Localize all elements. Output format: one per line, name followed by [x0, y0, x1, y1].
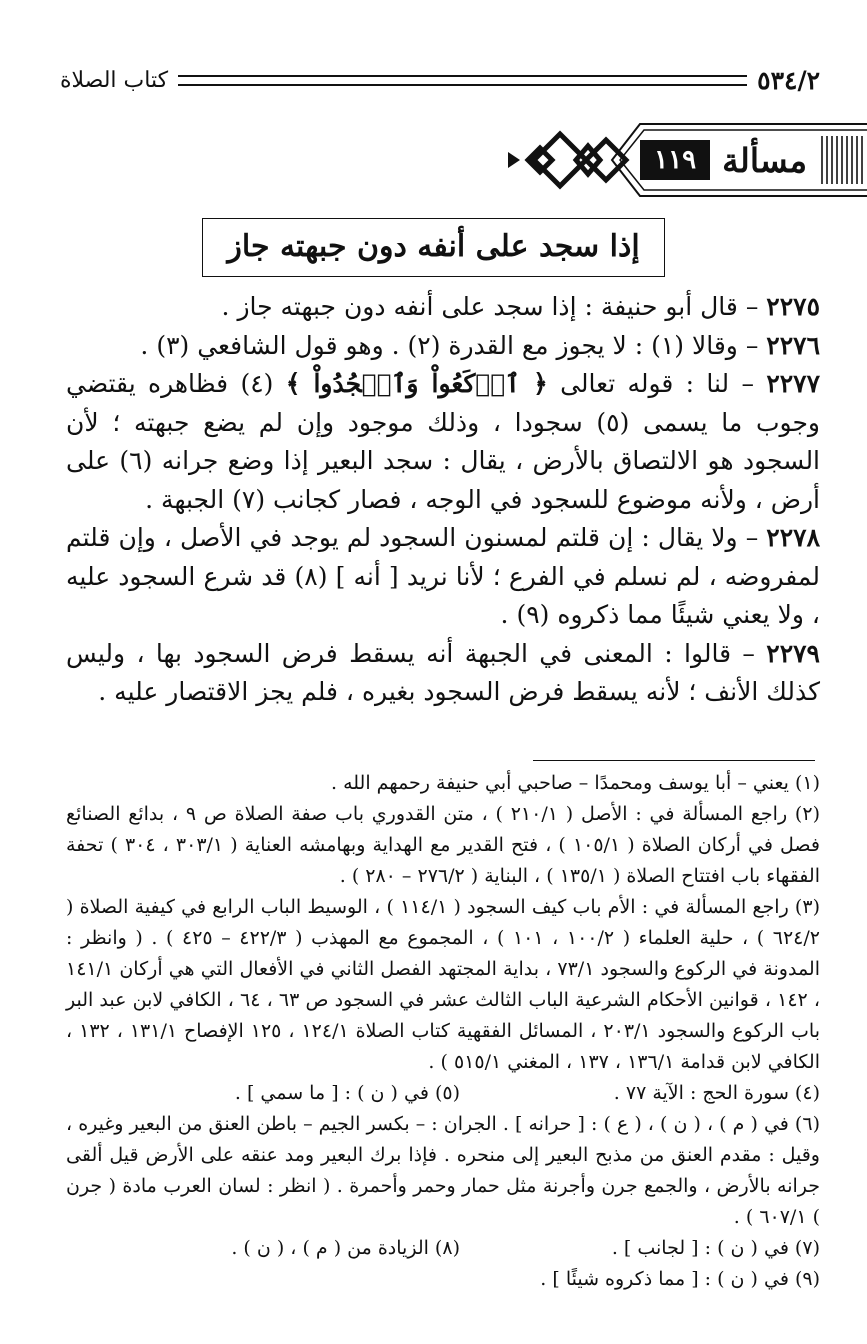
footnote-row-4-5 — [66, 1078, 820, 1109]
footnote-row-7-8 — [66, 1233, 820, 1264]
paragraph-number: ٢٢٧٧ — [766, 369, 821, 398]
quran-verse: ﴿ ٱرۡكَعُواْ وَٱسۡجُدُواْ ﴾ — [285, 369, 548, 398]
book-title: كتاب الصلاة — [60, 67, 169, 93]
paragraph-number: ٢٢٧٥ — [766, 292, 820, 321]
paragraph-intro: – لنا : قوله تعالى — [560, 369, 754, 398]
paragraph-text: – ولا يقال : إن قلتم لمسنون السجود لم يوجد في الأصل ، وإن قلتم لمفروضه ، لم نسلم في الفرع ؛ لأنا نريد [ أنه ] (٨) قد شرع السجود عليه ، ولا يعني شيئًا مما ذكروه (٩) . — [66, 523, 820, 629]
footnote-5: (٥) في ( ن ) : [ ما سمي ] . — [234, 1082, 460, 1104]
paragraph-text: – وقالا (١) : لا يجوز مع القدرة (٢) . وهو قول الشافعي (٣) . — [140, 330, 759, 360]
title-wrap — [0, 218, 867, 277]
paragraph-number: ٢٢٧٦ — [766, 330, 820, 360]
footnote-9: (٩) في ( ن ) : [ مما ذكروه شيئًا ] . — [540, 1268, 820, 1290]
paragraph-2279 — [66, 635, 820, 712]
ribbon-text — [640, 130, 807, 190]
footnote-2: (٢) راجع المسألة في : الأصل ( ٢١٠/١ ) ، متن القدوري باب صفة الصلاة ص ٩ ، بدائع الصنائع فصل في أركان الصلاة ( ١٠٥/١ ) ، فتح القدير مع الهداية وبهامشه العناية ( ٣٠٣/١ ، ٣٠٤ ) تحفة الفقهاء باب افتتاح الصلاة ( ١٣٥/١ ) ، البناية ( ٢٧٦/٢ – ٢٨٠ ) . — [66, 803, 820, 887]
main-text — [66, 288, 820, 712]
masala-ribbon — [0, 118, 867, 202]
paragraph-2275 — [66, 288, 820, 327]
footnote-7: (٧) في ( ن ) : [ لجانب ] . — [611, 1237, 820, 1259]
paragraph-number: ٢٢٧٩ — [766, 638, 820, 668]
paragraph-2276 — [66, 327, 820, 366]
footnote-separator — [533, 760, 815, 761]
paragraph-2278 — [66, 519, 820, 635]
page-number: ٥٣٤/٢ — [757, 65, 820, 95]
running-header — [60, 62, 820, 98]
footnote-1: (١) يعني – أبا يوسف ومحمدًا – صاحبي أبي حنيفة رحمهم الله . — [331, 772, 820, 794]
footnotes — [66, 768, 820, 1295]
masala-label: مسألة — [722, 140, 807, 180]
paragraph-2277 — [66, 365, 820, 519]
footnote-3: (٣) راجع المسألة في : الأم باب كيف السجود ( ١١٤/١ ) ، الوسيط الباب الرابع في كيفية الصلاة ( ٦٢٤/٢ ) ، حلية العلماء ( ١٠٠/٢ ، ١٠١ ) ، المجموع مع المهذب ( ٤٢٢/٣ – ٤٢٥ ) . ( وانظر : المدونة في الركوع والسجود ٧٣/١ ، بداية المجتهد الفصل الثاني في الأفعال التي هي أركان ١٤١/١ ، ١٤٢ ، قوانين الأحكام الشرعية الباب الثالث عشر في السجود ص ٦٣ ، ٦٤ ، الكافي لابن عبد البر باب الركوع والسجود ٢٠٣/١ ، المسائل الفقهية كتاب الصلاة ١٢٤/١ ، ١٢٥ الإفصاح ١٣١/١ ، ١٣٢ ، الكافي لابن قدامة ١٣٦/١ ، ١٣٧ ، المغني ٥١٥/١ ) . — [66, 896, 821, 1073]
issue-title: إذا سجد على أنفه دون جبهته جاز — [202, 218, 664, 277]
masala-number: ١١٩ — [640, 140, 710, 180]
paragraph-text: – قالوا : المعنى في الجبهة أنه يسقط فرض السجود بها ، وليس كذلك الأنف ؛ لأنه يسقط فرض السجود بغيره ، فلم يجز الاقتصار عليه . — [66, 638, 820, 706]
paragraph-text: (٤) فظاهره يقتضي وجوب ما يسمى (٥) سجودا ، وذلك موجود وإن لم يضع جبهته ؛ لأن السجود هو الالتصاق بالأرض ، يقال : سجد البعير إذا وضع جرانه (٦) على أرض ، ولأنه موضوع للسجود في الوجه ، فصار كجانب (٧) الجبهة . — [66, 369, 821, 514]
footnote-4: (٤) سورة الحج : الآية ٧٧ . — [613, 1082, 820, 1104]
footnote-6: (٦) في ( م ) ، ( ن ) ، ( ع ) : [ حرانه ] . الجران : – بكسر الجيم – باطن العنق من البعير وغيره ، وقيل : مقدم العنق من مذبح البعير إلى منحره . فإذا برك البعير ومد عنقه على الأرض قيل ألقى جرانه بالأرض ، والجمع جرن وأجرنة مثل حمار وحمر وأحمرة . ( انظر : لسان العرب مادة ( جرن ) ٦٠٧/١ ) . — [66, 1113, 820, 1228]
paragraph-text: – قال أبو حنيفة : إذا سجد على أنفه دون جبهته جاز . — [221, 292, 759, 321]
header-rule — [178, 75, 747, 86]
paragraph-number: ٢٢٧٨ — [766, 523, 820, 552]
footnote-8: (٨) الزيادة من ( م ) ، ( ن ) . — [231, 1237, 460, 1259]
